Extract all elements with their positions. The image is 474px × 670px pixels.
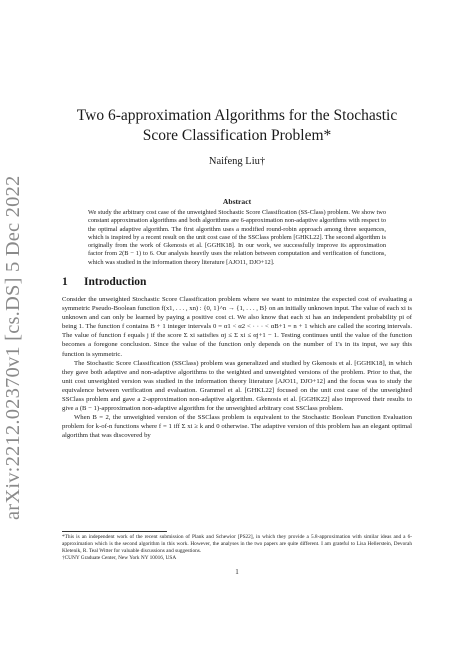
footnote-1: *This is an independent work of the recent submission of Plank and Schewior [PS22], in which they provide a 5.8-approximation with similar ideas and a 6-approximation which is the second algorithm in this work. However, the analyses in the two papers are quite different. I am grateful to Lisa Hellerstein, Devorah Kletenik, R. Teal Witter for valuable discussions and suggestions. (62, 534, 412, 554)
footnotes (62, 534, 412, 562)
section-number: 1 (62, 276, 68, 288)
body-text (62, 295, 412, 441)
paper-title: Two 6-approximation Algorithms for the Stochastic Score Classification Problem* (76, 107, 398, 144)
body-paragraph: When B = 2, the unweighted version of the SSClass problem is equivalent to the Stochastic Boolean Function Evaluation problem for k-of-n functions where f = 1 iff Σ xi ≥ k and 0 otherwise. The adaptive version of this problem has an elegant optimal algorithm that was discovered by (62, 414, 412, 440)
arxiv-identifier: arXiv:2212.02370v1 [cs.DS] 5 Dec 2022 (2, 175, 24, 520)
body-paragraph: Consider the unweighted Stochastic Score Classification problem where we want to minimize the expected cost of evaluating a symmetric Pseudo-Boolean function f(x1, . . . , xn) : {0, 1}^n → {1, . . . , B} on an initially unknown input. The value of each xi is unknown and can only be learned by paying a positive cost ci. We also know that each xi has an independent probability pi of being 1. The function f contains B + 1 integer intervals 0 = α1 < α2 < · · · < αB+1 = n + 1 which are called the scoring intervals. The value of function f equals j if the score Σ xi satisfies αj ≤ Σ xi ≤ αj+1 − 1. Testing continues until the value of the function becomes a foregone conclusion. Since the value of the function only depends on the number of 1's in its input, we say this function is symmetric. (62, 296, 412, 358)
abstract-text: We study the arbitrary cost case of the unweighted Stochastic Score Classification (SS-Class) problem. We show two constant approximation algorithms and both algorithms are 6-approximation non-adaptive algorithms with respect to the optimal adaptive algorithm. The first algorithm uses a modified round-robin approach among three sequences, which is inspired by a recent result on the unit cost case of the SSClass problem [GHKL22]. The second algorithm is originally from the work of Gkenosis et al. [GGHK18]. In our work, we successfully improve its approximation factor from 2(B − 1) to 6. Our analysis heavily uses the relation between computation and verification of functions, which was studied in the information theory literature [AJO11, DJO+12]. (88, 209, 386, 266)
footnote-rule (62, 531, 167, 532)
page-number: 1 (235, 568, 239, 576)
author-name: Naifeng Liu† (208, 156, 266, 167)
section-title: Introduction (84, 276, 147, 288)
body-paragraph: The Stochastic Score Classification (SSClass) problem was generalized and studied by Gkenosis et al. [GGHK18], in which they gave both adaptive and non-adaptive algorithms to the weighted and unweighted versions of the problem. Prior to that, the unit cost unweighted version was studied in the information theory literature [AJO11, DJO+12] and the focus was to study the equivalence between verification and evaluation. Grammel et al. [GHKL22] focused on the unit cost case of the unweighted SSClass problem and gave a 2-approximation non-adaptive algorithm. Gkenosis et al. [GGHK22] also improved their results to give a (B − 1)-approximation non-adaptive algorithm for the unweighted arbitrary cost SSClass problem. (62, 359, 412, 413)
footnote-2: †CUNY Graduate Center, New York NY 10016, USA (62, 554, 177, 561)
abstract-heading: Abstract (222, 197, 252, 206)
section-heading (62, 276, 412, 288)
